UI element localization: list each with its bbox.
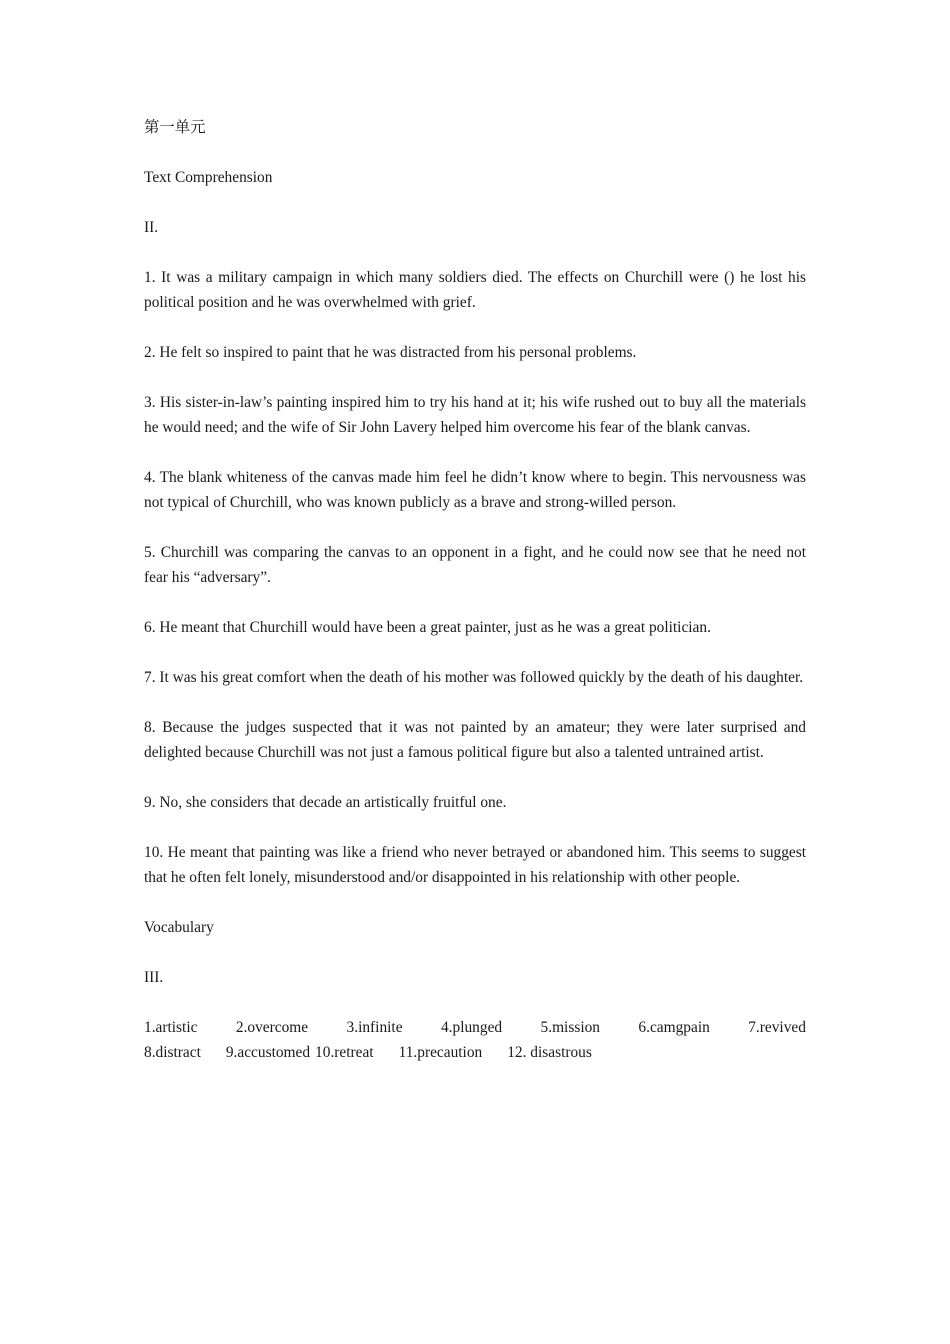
answer-item: 5. Churchill was comparing the canvas to an opponent in a fight, and he could now see that he need not fear his “adversary”. [144, 544, 806, 586]
answer-item: 8. Because the judges suspected that it was not painted by an amateur; they were later surprised and delighted because Churchill was not just a famous political figure but also a talented untrained artist. [144, 719, 806, 761]
vocab-answer: 3.infinite [346, 1019, 403, 1036]
answer-item: 2. He felt so inspired to paint that he was distracted from his personal problems. [144, 344, 637, 361]
answer-item: 3. His sister-in-law’s painting inspired him to try his hand at it; his wife rushed out to buy all the materials he would need; and the wife of Sir John Lavery helped him overcome his fear of the blank canvas. [144, 394, 806, 436]
answer-item: 7. It was his great comfort when the death of his mother was followed quickly by the death of his daughter. [144, 669, 804, 686]
answer-item: 1. It was a military campaign in which many soldiers died. The effects on Churchill were () he lost his political position and he was overwhelmed with grief. [144, 269, 806, 311]
answer-item: 6. He meant that Churchill would have been a great painter, just as he was a great politician. [144, 619, 711, 636]
part-heading-iii: III. [144, 969, 164, 986]
section-heading-vocabulary: Vocabulary [144, 919, 214, 936]
answer-item: 4. The blank whiteness of the canvas made him feel he didn’t know where to begin. This nervousness was not typical of Churchill, who was known publicly as a brave and strong-willed person. [144, 469, 806, 511]
vocabulary-line-2 [144, 1040, 806, 1065]
vocab-answer: 1.artistic [144, 1019, 198, 1036]
vocab-answer: 4.plunged [440, 1019, 503, 1036]
vocab-answer: 6.camgpain [638, 1019, 710, 1036]
vocab-answer: 5.mission [540, 1019, 600, 1036]
vocab-answer: 9.accustomed [225, 1044, 311, 1061]
vocab-answer: 8.distract [144, 1044, 201, 1061]
vocab-answer: 7.revived [748, 1019, 806, 1036]
document-page [144, 115, 806, 1065]
vocabulary-answers [144, 1015, 806, 1065]
section-heading-text-comprehension: Text Comprehension [144, 169, 273, 186]
vocab-answer: 10.retreat [315, 1044, 374, 1061]
answer-item: 9. No, she considers that decade an artistically fruitful one. [144, 794, 507, 811]
vocab-answer: 11.precaution [398, 1044, 483, 1061]
answer-item: 10. He meant that painting was like a friend who never betrayed or abandoned him. This seems to suggest that he often felt lonely, misunderstood and/or disappointed in his relationship with other people. [144, 844, 806, 886]
vocabulary-line-1 [144, 1015, 806, 1040]
part-heading-ii: II. [144, 219, 159, 236]
unit-title: 第一单元 [144, 119, 206, 136]
vocab-answer: 12. disastrous [507, 1044, 592, 1061]
vocab-answer: 2.overcome [235, 1019, 309, 1036]
